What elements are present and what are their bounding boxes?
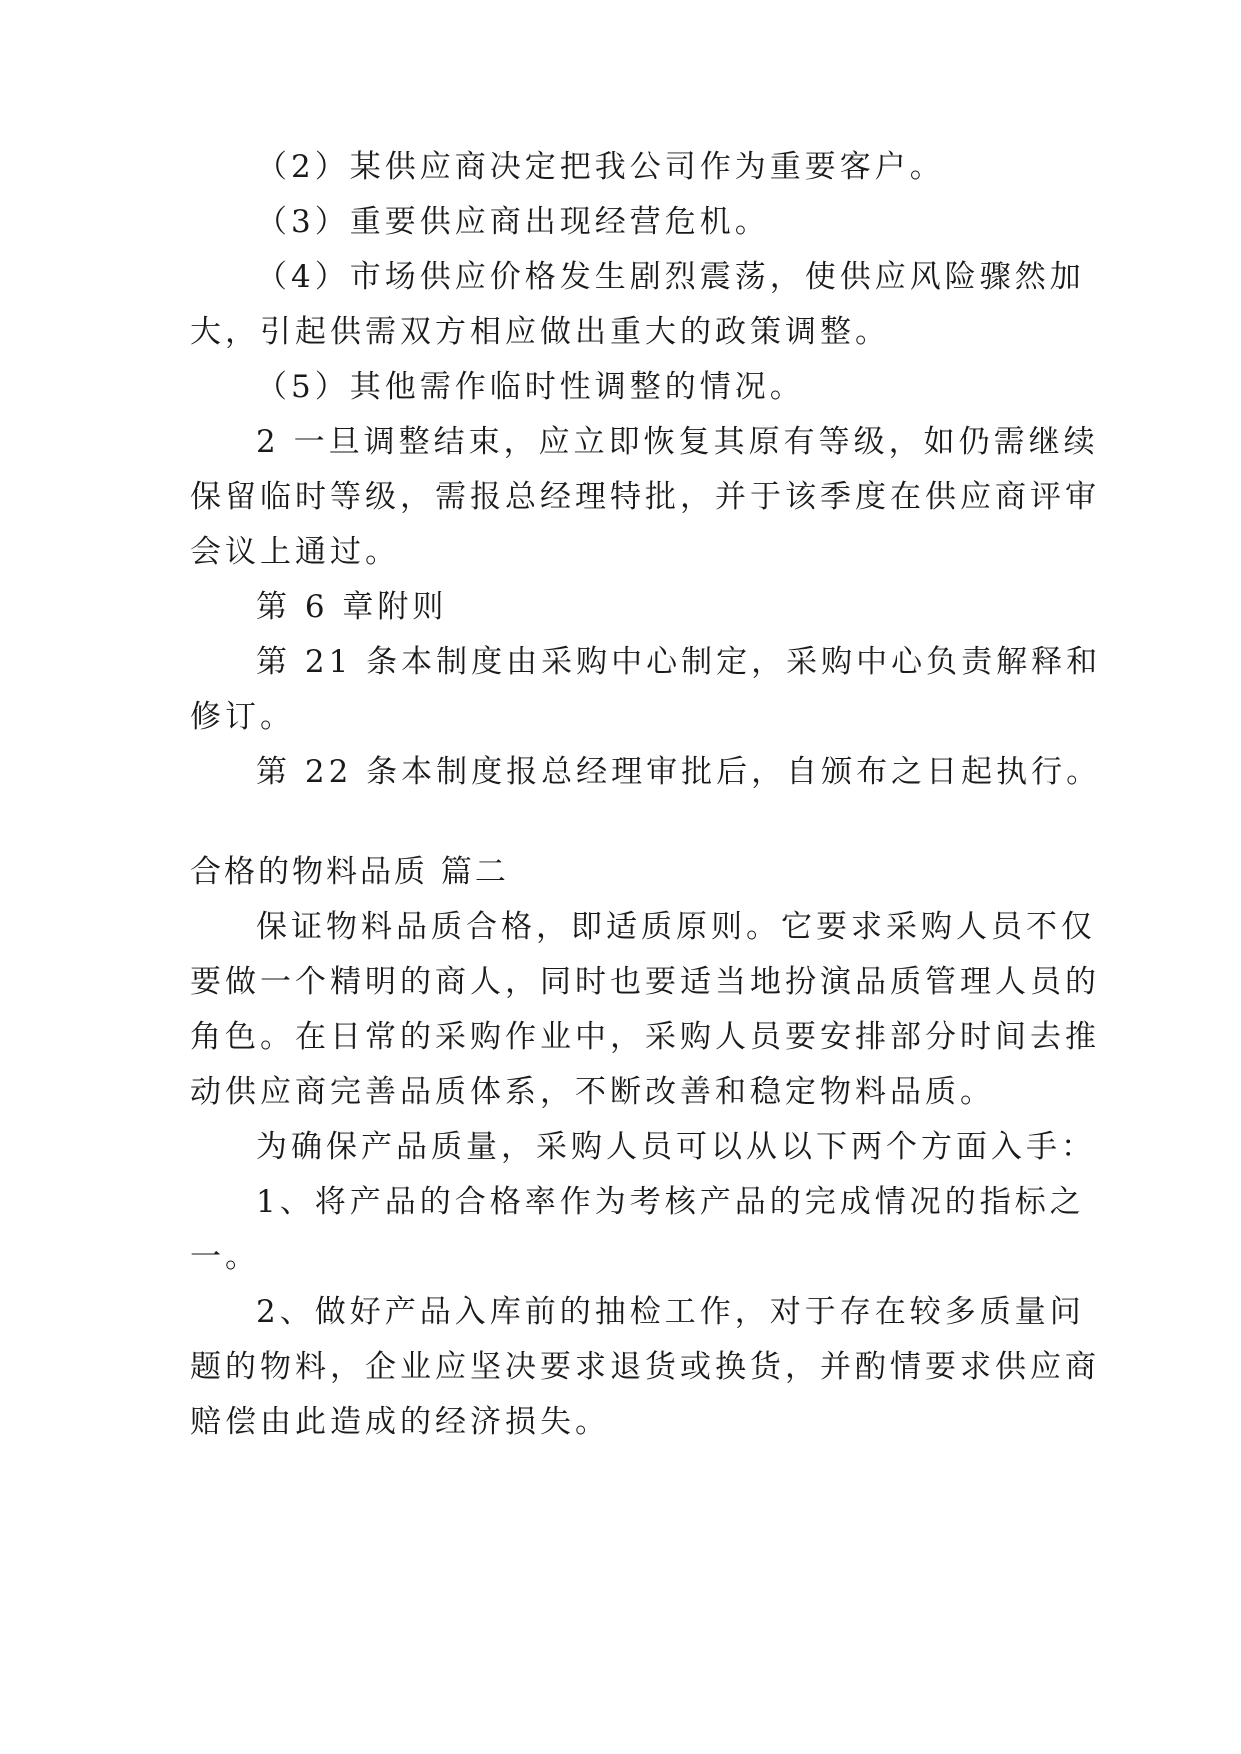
chapter-heading: 第 6 章附则 <box>256 589 448 625</box>
list-item-5: （5）其他需作临时性调整的情况。 <box>256 369 805 405</box>
paragraph-p1-line-2: 要做一个精明的商人，同时也要适当地扮演品质管理人员的 <box>190 964 1100 1000</box>
numbered-item-2-line-1: 2、做好产品入库前的抽检工作，对于存在较多质量问 <box>256 1294 1085 1330</box>
paragraph-p1-line-1: 保证物料品质合格，即适质原则。它要求采购人员不仅 <box>256 909 1096 945</box>
paragraph-p1-line-4: 动供应商完善品质体系，不断改善和稳定物料品质。 <box>190 1074 995 1110</box>
list-item-2: （2）某供应商决定把我公司作为重要客户。 <box>256 149 945 185</box>
article-22: 第 22 条本制度报总经理审批后，自颁布之日起执行。 <box>256 754 1102 790</box>
paragraph-2-line-1: 2 一旦调整结束，应立即恢复其原有等级，如仍需继续 <box>256 424 1099 460</box>
numbered-item-2-line-3: 赔偿由此造成的经济损失。 <box>190 1404 610 1440</box>
section-title: 合格的物料品质 篇二 <box>190 854 509 890</box>
numbered-item-1-line-1: 1、将产品的合格率作为考核产品的完成情况的指标之 <box>256 1184 1085 1220</box>
paragraph-p2: 为确保产品质量，采购人员可以从以下两个方面入手： <box>256 1129 1096 1165</box>
paragraph-2-line-2: 保留临时等级，需报总经理特批，并于该季度在供应商评审 <box>190 479 1100 515</box>
list-item-4-line-2: 大，引起供需双方相应做出重大的政策调整。 <box>190 314 890 350</box>
paragraph-p1-line-3: 角色。在日常的采购作业中，采购人员要安排部分时间去推 <box>190 1019 1100 1055</box>
article-21-line-2: 修订。 <box>190 699 295 735</box>
numbered-item-2-line-2: 题的物料，企业应坚决要求退货或换货，并酌情要求供应商 <box>190 1349 1100 1385</box>
list-item-3: （3）重要供应商出现经营危机。 <box>256 204 770 240</box>
paragraph-2-line-3: 会议上通过。 <box>190 534 400 570</box>
numbered-item-1-line-2: 一。 <box>190 1239 260 1275</box>
list-item-4-line-1: （4）市场供应价格发生剧烈震荡，使供应风险骤然加 <box>256 259 1085 295</box>
article-21-line-1: 第 21 条本制度由采购中心制定，采购中心负责解释和 <box>256 644 1102 680</box>
